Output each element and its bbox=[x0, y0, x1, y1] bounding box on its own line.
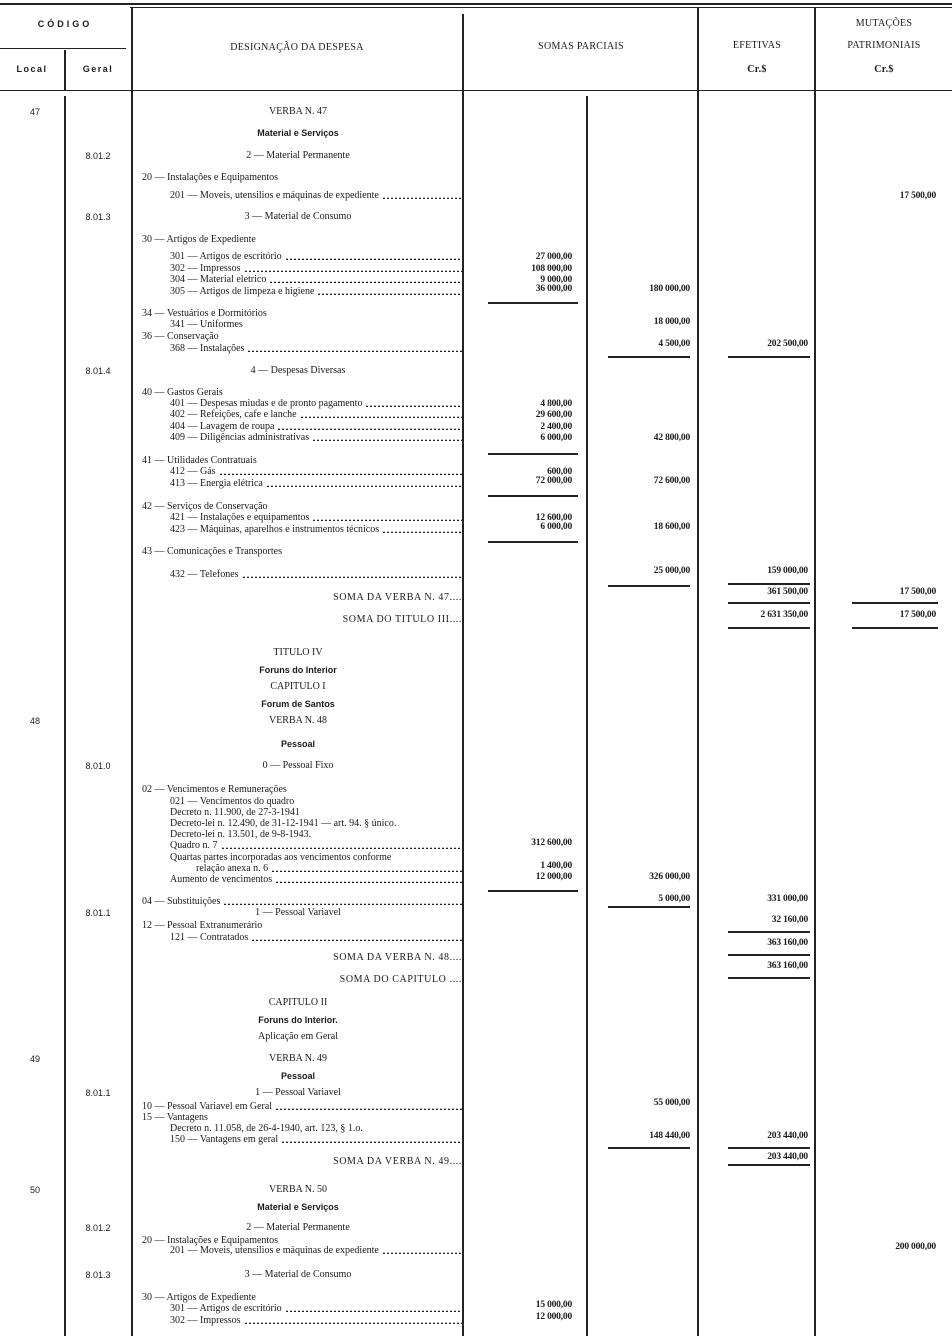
designation-text: Quadro n. 7 bbox=[170, 840, 218, 851]
expense-designation bbox=[134, 1014, 462, 1026]
subtotal-rule bbox=[488, 495, 578, 497]
expense-designation bbox=[134, 907, 462, 919]
subtotal-rule bbox=[728, 977, 810, 979]
designation-text: CAPITULO I bbox=[270, 681, 326, 692]
partial-sum-2: 148 440,00 bbox=[649, 1131, 690, 1141]
code-local: 49 bbox=[29, 1054, 40, 1064]
header-designacao: DESIGNAÇÃO DA DESPESA bbox=[230, 42, 364, 53]
dot-leader bbox=[300, 409, 462, 418]
table-row bbox=[0, 211, 952, 223]
subtotal-rule bbox=[852, 627, 938, 629]
designation-text: Decreto n. 11.058, de 26-4-1940, art. 123, § 1.o. bbox=[170, 1123, 363, 1134]
code-geral: 8.01.2 bbox=[85, 151, 111, 161]
expense-designation bbox=[138, 478, 462, 490]
expense-designation bbox=[138, 432, 462, 444]
code-geral: 8.01.1 bbox=[85, 908, 111, 918]
dot-leader bbox=[269, 274, 462, 283]
table-row bbox=[0, 190, 952, 202]
dot-leader bbox=[266, 478, 462, 487]
designation-text: 021 — Vencimentos do quadro bbox=[170, 796, 295, 807]
effective-amount: 203 440,00 bbox=[767, 1152, 808, 1162]
table-row bbox=[0, 127, 952, 139]
designation-text: 04 — Substituições bbox=[142, 896, 221, 907]
table-row bbox=[0, 961, 952, 986]
subtotal-rule bbox=[488, 890, 578, 892]
expense-designation bbox=[134, 1087, 462, 1099]
designation-text: 302 — Impressos bbox=[170, 263, 241, 274]
expense-designation bbox=[138, 524, 462, 536]
designation-text: SOMA DA VERBA N. 49.... bbox=[333, 1156, 462, 1167]
dot-leader bbox=[382, 190, 462, 199]
designation-text: 20 — Instalações e Equipamentos bbox=[142, 172, 279, 183]
expense-designation bbox=[134, 127, 462, 139]
table-row bbox=[0, 1087, 952, 1099]
designation-text: Aumento de vencimentos bbox=[170, 874, 273, 885]
designation-text: VERBA N. 48 bbox=[268, 715, 328, 726]
subtotal-rule bbox=[728, 1164, 810, 1166]
dot-leader bbox=[244, 1315, 462, 1324]
table-row bbox=[0, 566, 952, 581]
partial-sum-1: 4 800,00 bbox=[540, 399, 572, 409]
designation-text: 34 — Vestuários e Dormitórios bbox=[142, 308, 267, 319]
designation-text: 409 — Diligências administrativas bbox=[170, 432, 310, 443]
expense-designation bbox=[138, 569, 462, 581]
table-row bbox=[0, 106, 952, 118]
effective-amount: 361 500,00 bbox=[767, 587, 808, 597]
dot-leader bbox=[312, 512, 462, 521]
effective-amount: 203 440,00 bbox=[767, 1131, 808, 1141]
expense-designation bbox=[138, 251, 462, 263]
table-row bbox=[0, 1242, 952, 1257]
expense-designation bbox=[134, 211, 462, 223]
subtotal-rule bbox=[728, 356, 810, 358]
expense-designation bbox=[134, 150, 462, 162]
designation-text: 341 — Uniformes bbox=[170, 319, 243, 330]
table-row bbox=[0, 907, 952, 919]
designation-text: 421 — Instalações e equipamentos bbox=[170, 512, 310, 523]
expense-designation bbox=[134, 106, 462, 118]
designation-text: 4 — Despesas Diversas bbox=[250, 365, 346, 376]
code-local: 50 bbox=[29, 1185, 40, 1195]
designation-text: relação anexa n. 6 bbox=[196, 863, 269, 874]
designation-text: Aplicação em Geral bbox=[258, 1031, 338, 1042]
table-row bbox=[0, 365, 952, 377]
header-somas-parciais: SOMAS PARCIAIS bbox=[538, 41, 624, 52]
table-row bbox=[0, 681, 952, 693]
expense-designation bbox=[134, 760, 462, 772]
partial-sum-2: 55 000,00 bbox=[653, 1098, 690, 1108]
effective-amount: 331 000,00 bbox=[767, 894, 808, 904]
designation-text: Quartas partes incorporadas aos vencimentos conforme bbox=[170, 852, 392, 863]
patrimonial-mutation: 17 500,00 bbox=[899, 610, 936, 620]
expense-designation bbox=[138, 409, 462, 421]
designation-text: Pessoal bbox=[280, 739, 316, 749]
designation-text: 10 — Pessoal Variavel em Geral bbox=[142, 1101, 273, 1112]
table-row bbox=[0, 339, 952, 355]
subtotal-rule bbox=[608, 356, 690, 358]
table-row bbox=[0, 319, 952, 331]
dot-leader bbox=[365, 398, 462, 407]
effective-amount: 363 160,00 bbox=[767, 961, 808, 971]
partial-sum-2: 18 600,00 bbox=[653, 522, 690, 532]
table-row bbox=[0, 251, 952, 263]
expense-designation bbox=[134, 738, 462, 750]
subtotal-rule bbox=[608, 1147, 690, 1149]
table-row bbox=[0, 1131, 952, 1146]
patrimonial-mutation: 17 500,00 bbox=[899, 587, 936, 597]
table-row bbox=[0, 1014, 952, 1026]
expense-designation bbox=[138, 1303, 462, 1315]
header-mutacoes: MUTAÇÕES bbox=[855, 18, 913, 29]
effective-amount: 363 160,00 bbox=[767, 938, 808, 948]
dot-leader bbox=[275, 874, 462, 883]
expense-designation bbox=[134, 1053, 462, 1065]
designation-text: 304 — Material eletrico bbox=[170, 274, 267, 285]
expense-designation bbox=[138, 952, 462, 964]
partial-sum-1: 9 000,00 bbox=[540, 275, 572, 285]
table-row bbox=[0, 738, 952, 750]
dot-leader bbox=[277, 421, 462, 430]
designation-text: 412 — Gás bbox=[170, 466, 216, 477]
designation-text: 20 — Instalações e Equipamentos bbox=[142, 1235, 279, 1246]
top-border bbox=[0, 3, 952, 5]
expense-designation bbox=[134, 365, 462, 377]
designation-text: Decreto-lei n. 12.490, de 31-12-1941 — art. 94. § único. bbox=[170, 818, 397, 829]
effective-amount: 2 631 350,00 bbox=[760, 610, 808, 620]
header-efetivas-unit: Cr.$ bbox=[747, 64, 767, 75]
designation-text: 368 — Instalações bbox=[170, 343, 245, 354]
partial-sum-1: 12 000,00 bbox=[535, 1312, 572, 1322]
designation-text: 305 — Artigos de limpeza e higiene bbox=[170, 286, 315, 297]
subtotal-rule bbox=[728, 627, 810, 629]
subtotal-rule bbox=[728, 954, 810, 956]
designation-text: 301 — Artigos de escritório bbox=[170, 251, 282, 262]
table-row bbox=[0, 760, 952, 772]
subtotal-rule bbox=[728, 931, 810, 933]
subtotal-rule bbox=[608, 906, 690, 908]
dot-leader bbox=[223, 896, 462, 905]
designation-text: Decreto n. 11.900, de 27-3-1941 bbox=[170, 807, 300, 818]
table-row bbox=[0, 409, 952, 421]
effective-amount: 202 500,00 bbox=[767, 339, 808, 349]
table-row bbox=[0, 478, 952, 490]
partial-sum-2: 25 000,00 bbox=[653, 566, 690, 576]
designation-text: 401 — Despesas miudas e de pronto pagamento bbox=[170, 398, 363, 409]
table-row bbox=[0, 524, 952, 536]
partial-sum-1: 12 600,00 bbox=[535, 513, 572, 523]
designation-text: 201 — Moveis, utensilios e máquinas de expediente bbox=[170, 190, 379, 201]
partial-sum-2: 180 000,00 bbox=[649, 284, 690, 294]
partial-sum-2: 72 600,00 bbox=[653, 476, 690, 486]
dot-leader bbox=[247, 343, 462, 352]
table-row bbox=[0, 1152, 952, 1168]
designation-text: SOMA DA VERBA N. 47.... bbox=[333, 592, 462, 603]
patrimonial-mutation: 17 500,00 bbox=[899, 191, 936, 201]
expense-designation bbox=[134, 715, 462, 727]
table-row bbox=[0, 1184, 952, 1196]
subtotal-rule bbox=[852, 602, 938, 604]
partial-sum-1: 600,00 bbox=[547, 467, 572, 477]
effective-amount: 159 000,00 bbox=[767, 566, 808, 576]
designation-text: 404 — Lavagem de roupa bbox=[170, 421, 275, 432]
designation-text: SOMA DA VERBA N. 48.... bbox=[333, 952, 462, 963]
table-row bbox=[0, 331, 952, 343]
designation-text: 423 — Máquinas, aparelhos e instrumentos técnicos bbox=[170, 524, 380, 535]
code-geral: 8.01.1 bbox=[85, 1088, 111, 1098]
designation-text: 432 — Telefones bbox=[170, 569, 239, 580]
table-row bbox=[0, 874, 952, 886]
partial-sum-2: 42 800,00 bbox=[653, 433, 690, 443]
dot-leader bbox=[219, 466, 462, 475]
designation-text: 1 — Pessoal Variavel bbox=[255, 1087, 341, 1098]
header-efetivas: EFETIVAS bbox=[732, 40, 782, 51]
dot-leader bbox=[285, 1303, 462, 1312]
table-row bbox=[0, 1312, 952, 1327]
subtotal-rule bbox=[488, 541, 578, 543]
table-row bbox=[0, 172, 952, 184]
expense-designation bbox=[138, 234, 462, 246]
designation-text: Pessoal bbox=[280, 1071, 316, 1081]
patrimonial-mutation: 200 000,00 bbox=[895, 1242, 936, 1252]
partial-sum-1: 108 000,00 bbox=[531, 264, 572, 274]
designation-text: 41 — Utilidades Contratuais bbox=[142, 455, 257, 466]
dot-leader bbox=[242, 569, 462, 578]
code-geral: 8.01.3 bbox=[85, 1270, 111, 1280]
dot-leader bbox=[251, 932, 462, 941]
designation-text: 402 — Refeições, cafe e lanche bbox=[170, 409, 297, 420]
dot-leader bbox=[312, 432, 462, 441]
partial-sum-2: 4 500,00 bbox=[658, 339, 690, 349]
expense-designation bbox=[138, 874, 462, 886]
code-geral: 8.01.2 bbox=[85, 1223, 111, 1233]
code-geral: 8.01.0 bbox=[85, 761, 111, 771]
expense-designation bbox=[138, 319, 462, 331]
expense-designation bbox=[138, 840, 462, 852]
table-row bbox=[0, 1222, 952, 1234]
designation-text: 43 — Comunicações e Transportes bbox=[142, 546, 282, 557]
expense-designation bbox=[138, 932, 462, 944]
partial-sum-1: 6 000,00 bbox=[540, 522, 572, 532]
designation-text: 15 — Vantagens bbox=[142, 1112, 208, 1123]
table-row bbox=[0, 546, 952, 558]
designation-text: VERBA N. 49 bbox=[268, 1053, 328, 1064]
expense-designation bbox=[138, 172, 462, 184]
header-bottom-border bbox=[0, 90, 952, 91]
expense-designation bbox=[134, 1201, 462, 1213]
partial-sum-2: 18 000,00 bbox=[653, 317, 690, 327]
partial-sum-2: 5 000,00 bbox=[658, 894, 690, 904]
table-row bbox=[0, 698, 952, 710]
expense-designation bbox=[134, 1222, 462, 1234]
designation-text: 30 — Artigos de Expediente bbox=[142, 1292, 256, 1303]
expense-designation bbox=[138, 1315, 462, 1327]
table-row bbox=[0, 997, 952, 1009]
expense-designation bbox=[138, 343, 462, 355]
expense-designation bbox=[138, 592, 462, 604]
header-mutacoes-unit: Cr.$ bbox=[874, 64, 894, 75]
expense-designation bbox=[138, 274, 462, 286]
expense-designation bbox=[138, 1245, 462, 1257]
code-local: 47 bbox=[29, 107, 40, 117]
expense-designation bbox=[138, 546, 462, 558]
dot-leader bbox=[275, 1101, 462, 1110]
table-row bbox=[0, 1269, 952, 1281]
expense-designation bbox=[138, 784, 462, 796]
designation-text: 36 — Conservação bbox=[142, 331, 219, 342]
table-row bbox=[0, 664, 952, 676]
code-geral: 8.01.4 bbox=[85, 366, 111, 376]
subtotal-rule bbox=[728, 1147, 810, 1149]
expense-designation bbox=[134, 1269, 462, 1281]
dot-leader bbox=[244, 263, 462, 272]
partial-sum-1: 1 400,00 bbox=[540, 861, 572, 871]
designation-text: SOMA DO CAPITULO .... bbox=[339, 974, 462, 985]
designation-text: Decreto-lei n. 13.501, de 9-8-1943. bbox=[170, 829, 312, 840]
table-row bbox=[0, 286, 952, 298]
designation-text: TITULO IV bbox=[273, 647, 323, 658]
partial-sum-1: 27 000,00 bbox=[535, 252, 572, 262]
designation-text: Material e Serviços bbox=[257, 128, 339, 138]
partial-sum-1: 12 000,00 bbox=[535, 872, 572, 882]
designation-text: CAPITULO II bbox=[268, 997, 328, 1008]
designation-text: Foruns do Interior. bbox=[258, 1015, 338, 1025]
dot-leader bbox=[271, 863, 462, 872]
designation-text: Material e Serviços bbox=[257, 1202, 339, 1212]
designation-text: 201 — Moveis, utensilios e máquinas de expediente bbox=[170, 1245, 379, 1256]
expense-designation bbox=[134, 1184, 462, 1196]
header-patrimoniais: PATRIMONIAIS bbox=[847, 40, 921, 51]
designation-text: 302 — Impressos bbox=[170, 1315, 241, 1326]
header-codigo: CÓDIGO bbox=[37, 19, 93, 29]
subtotal-rule bbox=[608, 585, 690, 587]
designation-text: 30 — Artigos de Expediente bbox=[142, 234, 256, 245]
partial-sum-1: 2 400,00 bbox=[540, 422, 572, 432]
table-row bbox=[0, 1053, 952, 1065]
table-row bbox=[0, 1201, 952, 1213]
table-row bbox=[0, 647, 952, 659]
designation-text: 1 — Pessoal Variavel bbox=[255, 907, 341, 918]
designation-text: 12 — Pessoal Extranumerário bbox=[142, 920, 263, 931]
expense-designation bbox=[138, 286, 462, 298]
partial-sum-1: 6 000,00 bbox=[540, 433, 572, 443]
designation-text: 02 — Vencimentos e Remunerações bbox=[142, 784, 287, 795]
designation-text: 3 — Material de Consumo bbox=[244, 1269, 352, 1280]
dot-leader bbox=[281, 1134, 462, 1143]
expense-designation bbox=[134, 647, 462, 659]
dot-leader bbox=[221, 840, 463, 849]
subtotal-rule bbox=[728, 602, 810, 604]
designation-text: Foruns do Interior bbox=[259, 665, 337, 675]
code-local: 48 bbox=[29, 716, 40, 726]
partial-sum-1: 15 000,00 bbox=[535, 1300, 572, 1310]
table-row bbox=[0, 234, 952, 246]
table-row bbox=[0, 932, 952, 948]
table-row bbox=[0, 784, 952, 796]
header-local: Local bbox=[16, 64, 48, 74]
header-geral: Geral bbox=[82, 64, 114, 74]
dot-leader bbox=[382, 524, 462, 533]
table-row bbox=[0, 610, 952, 626]
designation-text: VERBA N. 47 bbox=[268, 106, 328, 117]
expense-designation bbox=[134, 698, 462, 710]
designation-text: 413 — Energia elétrica bbox=[170, 478, 263, 489]
designation-text: 3 — Material de Consumo bbox=[244, 211, 352, 222]
dot-leader bbox=[317, 286, 462, 295]
table-row bbox=[0, 840, 952, 852]
designation-text: VERBA N. 50 bbox=[268, 1184, 328, 1195]
designation-text: 42 — Serviços de Conservação bbox=[142, 501, 268, 512]
expense-designation bbox=[138, 466, 462, 478]
expense-designation bbox=[138, 974, 462, 986]
partial-sum-1: 29 600,00 bbox=[535, 410, 572, 420]
designation-text: 40 — Gastos Gerais bbox=[142, 387, 223, 398]
codigo-divider bbox=[0, 48, 126, 49]
expense-designation bbox=[138, 512, 462, 524]
designation-text: 301 — Artigos de escritório bbox=[170, 1303, 282, 1314]
partial-sum-1: 36 000,00 bbox=[535, 284, 572, 294]
subtotal-rule bbox=[488, 453, 578, 455]
table-row bbox=[0, 715, 952, 727]
dot-leader bbox=[285, 251, 462, 260]
designation-text: Forum de Santos bbox=[261, 699, 335, 709]
code-geral: 8.01.3 bbox=[85, 212, 111, 222]
partial-sum-2: 326 000,00 bbox=[649, 872, 690, 882]
expense-designation bbox=[134, 664, 462, 676]
subtotal-rule bbox=[488, 302, 578, 304]
expense-designation bbox=[138, 920, 462, 932]
expense-designation bbox=[134, 681, 462, 693]
expense-designation bbox=[138, 1156, 462, 1168]
table-row bbox=[0, 150, 952, 162]
table-row bbox=[0, 432, 952, 444]
expense-designation bbox=[138, 190, 462, 202]
partial-sum-1: 312 600,00 bbox=[531, 838, 572, 848]
designation-text: 2 — Material Permanente bbox=[246, 1222, 350, 1233]
designation-text: 150 — Vantagens em geral bbox=[170, 1134, 279, 1145]
partial-sum-1: 72 000,00 bbox=[535, 476, 572, 486]
expense-designation bbox=[138, 1134, 462, 1146]
table-row bbox=[0, 1031, 952, 1043]
expense-designation bbox=[138, 331, 462, 343]
expense-designation bbox=[134, 997, 462, 1009]
subtotal-rule bbox=[728, 583, 810, 585]
designation-text: 0 — Pessoal Fixo bbox=[262, 760, 334, 771]
expense-designation bbox=[134, 1031, 462, 1043]
designation-text: 2 — Material Permanente bbox=[246, 150, 350, 161]
expense-designation bbox=[138, 614, 462, 626]
table-row bbox=[0, 1070, 952, 1082]
top-border-inner bbox=[130, 7, 952, 8]
expense-designation bbox=[134, 1070, 462, 1082]
designation-text: 121 — Contratados bbox=[170, 932, 249, 943]
dot-leader bbox=[382, 1245, 462, 1254]
effective-amount: 32 160,00 bbox=[771, 915, 808, 925]
designation-text: SOMA DO TITULO III.... bbox=[342, 614, 462, 625]
